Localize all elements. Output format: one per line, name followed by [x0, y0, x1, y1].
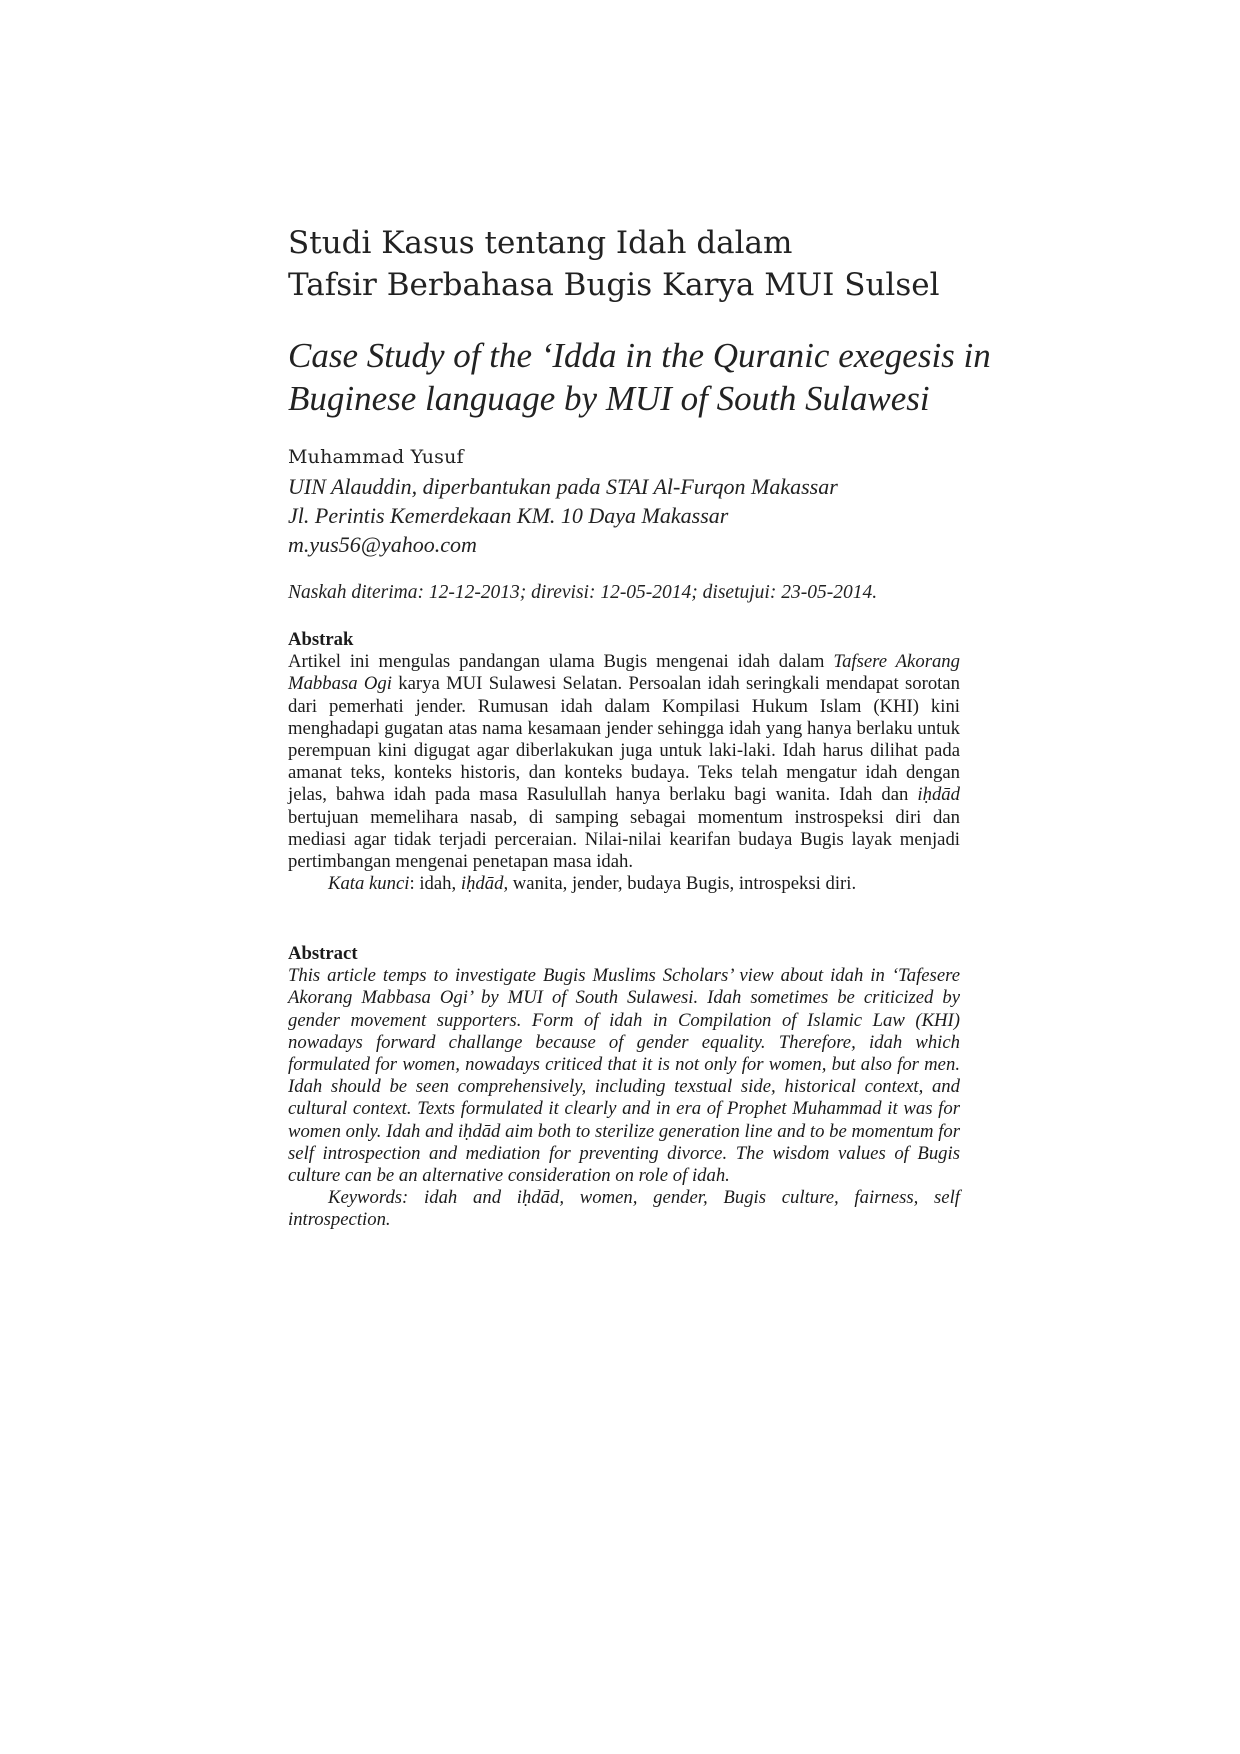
- abstrak-body: [288, 651, 960, 873]
- title-en-line-2: Buginese language by MUI of South Sulawesi: [288, 379, 930, 418]
- kata-kunci-text-1: : idah,: [409, 873, 461, 895]
- submission-dates: Naskah diterima: 12-12-2013; direvisi: 12-05-2014; disetujui: 23-05-2014.: [288, 582, 878, 603]
- abstrak-text-1: Artikel ini mengulas pandangan ulama Bugis mengenai idah dalam: [288, 651, 834, 673]
- author-affiliation: UIN Alauddin, diperbantukan pada STAI Al-Furqon Makassar: [288, 474, 838, 499]
- keywords: Keywords: idah and iḥdād, women, gender, Bugis culture, fairness, self introspection.: [288, 1187, 960, 1231]
- abstrak-heading: Abstrak: [288, 629, 354, 650]
- author-block: [288, 443, 960, 559]
- article-title-indonesian: [288, 222, 960, 306]
- title-id-line-1: Studi Kasus tentang Idah dalam: [288, 225, 793, 261]
- abstract-body: This article temps to investigate Bugis Muslims Scholars’ view about idah in ‘Tafesere Akorang Mabbasa Ogi’ by MUI of South Sulawesi. Idah sometimes be criticized by gender movement supporters. Form of idah in Compilation of Islamic Law (KHI) nowadays forward challange because of gender equality. Therefore, idah which formulated for women, nowadays criticed that it is not only for women, but also for men. Idah should be seen comprehensively, including texstual side, historical context, and cultural context. Texts formulated it clearly and in era of Prophet Muhammad it was for women only. Idah and iḥdād aim both to sterilize generation line and to be momentum for self introspection and mediation for preventing divorce. The wisdom values of Bugis culture can be an alternative consideration on role of idah.: [288, 965, 960, 1187]
- abstrak-text-2: karya MUI Sulawesi Selatan. Persoalan idah seringkali mendapat sorotan dari pemerhati jender. Rumusan idah dalam Kompilasi Hukum Islam (KHI) kini menghadapi gugatan atas nama kesamaan jender sehingga idah yang hanya berlaku untuk perempuan kini digugat agar diberlakukan juga untuk laki-laki. Idah harus dilihat pada amanat teks, konteks historis, dan konteks budaya. Teks telah mengatur idah dengan jelas, bahwa idah pada masa Rasulullah hanya berlaku bagi wanita. Idah dan: [288, 673, 960, 806]
- kata-kunci-italic: iḥdād,: [460, 873, 509, 895]
- kata-kunci: [288, 873, 960, 895]
- title-id-line-2: Tafsir Berbahasa Bugis Karya MUI Sulsel: [288, 267, 940, 303]
- kata-kunci-text-2: wanita, jender, budaya Bugis, introspeksi diri.: [508, 873, 857, 895]
- abstract-heading: Abstract: [288, 943, 358, 964]
- author-email: m.yus56@yahoo.com: [288, 532, 477, 557]
- author-name: Muhammad Yusuf: [288, 446, 464, 468]
- abstrak-italic-1: Tafsere Akorang Mabbasa Ogi: [288, 651, 960, 695]
- abstract-section: [288, 943, 960, 1232]
- article-title-english: [288, 334, 991, 420]
- author-address: Jl. Perintis Kemerdekaan KM. 10 Daya Makassar: [288, 503, 729, 528]
- abstrak-text-3: bertujuan memelihara nasab, di samping sebagai momentum instrospeksi diri dan mediasi agar tidak terjadi perceraian. Nilai-nilai kearifan budaya Bugis layak menjadi pertimbangan mengenai penetapan masa idah.: [288, 806, 960, 873]
- kata-kunci-label: Kata kunci: [328, 873, 410, 895]
- title-en-line-1: Case Study of the ‘Idda in the Quranic exegesis in: [288, 336, 991, 375]
- abstrak-italic-2: iḥdād: [917, 784, 960, 806]
- abstrak-section: [288, 629, 960, 895]
